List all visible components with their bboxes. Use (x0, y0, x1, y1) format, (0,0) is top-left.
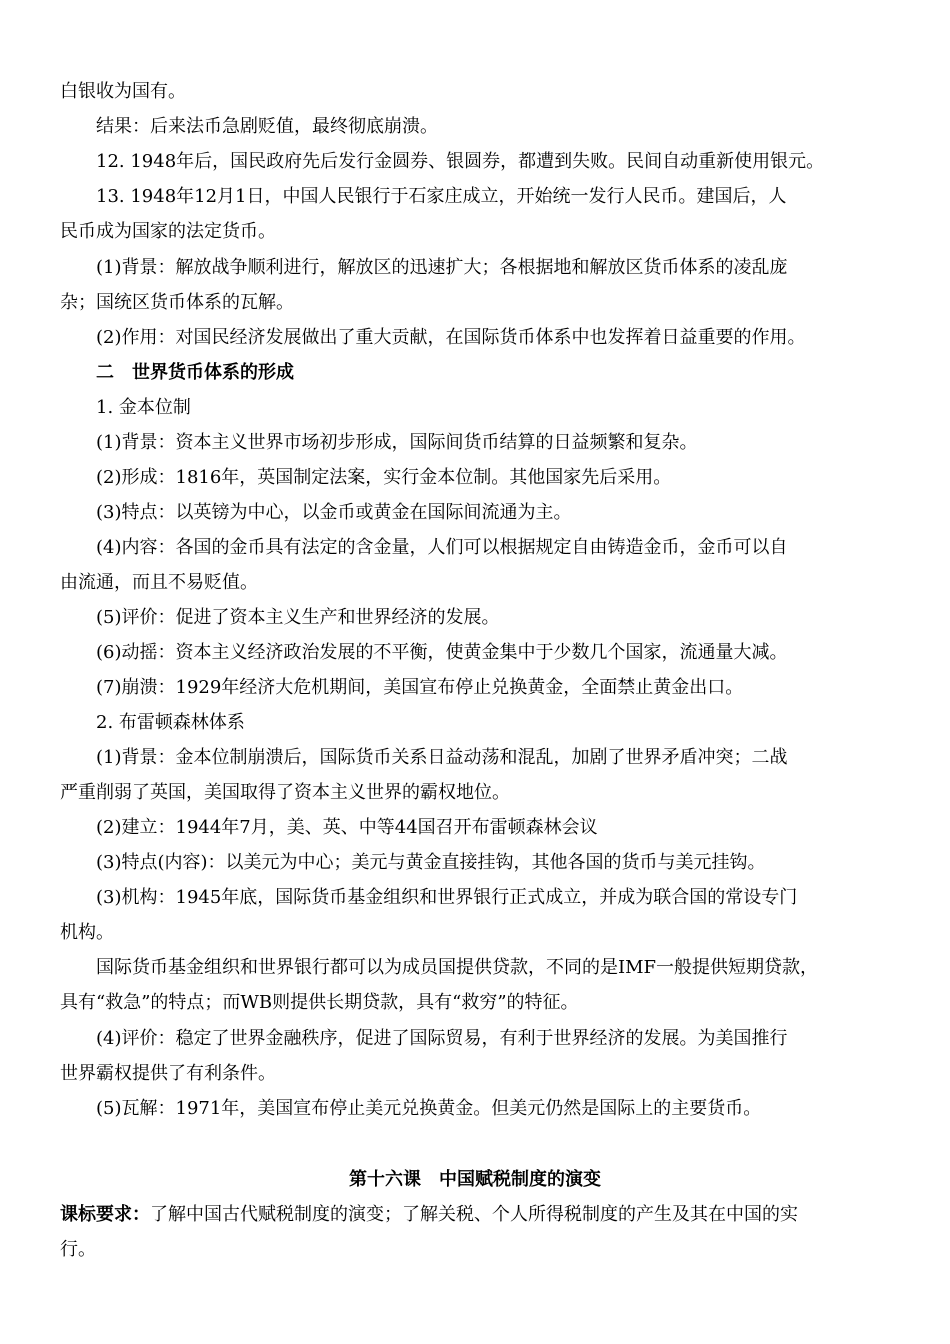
text-line: (2)作用：对国民经济发展做出了重大贡献，在国际货币体系中也发挥着日益重要的作用。 (96, 327, 806, 348)
text-line: 具有“救急”的特点；而WB则提供长期贷款，具有“救穷”的特征。 (60, 992, 579, 1013)
text-line: 白银收为国有。 (60, 81, 186, 102)
text-line: 结果：后来法币急剧贬值，最终彻底崩溃。 (96, 116, 438, 137)
text-line: 杂；国统区货币体系的瓦解。 (60, 292, 294, 313)
text-line: (6)动摇：资本主义经济政治发展的不平衡，使黄金集中于少数几个国家，流通量大减。 (96, 642, 788, 663)
text-line: (4)内容：各国的金币具有法定的含金量，人们可以根据规定自由铸造金币，金币可以自 (96, 537, 788, 558)
text-line: (3)特点：以英镑为中心，以金币或黄金在国际间流通为主。 (96, 502, 572, 523)
subsection-heading: 1. 金本位制 (96, 397, 191, 418)
text-line: 12. 1948年后，国民政府先后发行金圆券、银圆券，都遭到失败。民间自动重新使用银元。 (96, 151, 825, 172)
requirement-text: 了解中国古代赋税制度的演变；了解关税、个人所得税制度的产生及其在中国的实 (150, 1204, 798, 1225)
text-line: (1)背景：金本位制崩溃后，国际货币关系日益动荡和混乱，加剧了世界矛盾冲突；二战 (96, 747, 788, 768)
text-line: (1)背景：资本主义世界市场初步形成，国际间货币结算的日益频繁和复杂。 (96, 432, 698, 453)
text-line: (1)背景：解放战争顺利进行，解放区的迅速扩大；各根据地和解放区货币体系的凌乱庞 (96, 257, 788, 278)
requirement-line (60, 1203, 798, 1227)
text-line: 严重削弱了英国，美国取得了资本主义世界的霸权地位。 (60, 782, 510, 803)
text-line: (2)形成：1816年，英国制定法案，实行金本位制。其他国家先后采用。 (96, 467, 672, 488)
text-line: 世界霸权提供了有利条件。 (60, 1063, 276, 1084)
text-line: (5)评价：促进了资本主义生产和世界经济的发展。 (96, 607, 500, 628)
subsection-heading: 2. 布雷顿森林体系 (96, 712, 245, 733)
text-line: 机构。 (60, 922, 114, 943)
text-line: (3)机构：1945年底，国际货币基金组织和世界银行正式成立，并成为联合国的常设专门 (96, 887, 798, 908)
requirement-label: 课标要求： (60, 1204, 150, 1225)
text-line: 民币成为国家的法定货币。 (60, 221, 276, 242)
text-line: 国际货币基金组织和世界银行都可以为成员国提供贷款，不同的是IMF一般提供短期贷款， (96, 957, 819, 978)
text-line: (2)建立：1944年7月，美、英、中等44国召开布雷顿森林会议 (96, 817, 598, 838)
section-heading: 二 世界货币体系的形成 (96, 362, 294, 383)
text-line: (5)瓦解：1971年，美国宣布停止美元兑换黄金。但美元仍然是国际上的主要货币。 (96, 1098, 762, 1119)
text-line: (4)评价：稳定了世界金融秩序，促进了国际贸易，有利于世界经济的发展。为美国推行 (96, 1028, 788, 1049)
text-line: 由流通，而且不易贬值。 (60, 572, 258, 593)
text-line: 13. 1948年12月1日，中国人民银行于石家庄成立，开始统一发行人民币。建国后，人 (96, 186, 787, 207)
text-line: (3)特点(内容)：以美元为中心；美元与黄金直接挂钩，其他各国的货币与美元挂钩。 (96, 852, 766, 873)
text-line: (7)崩溃：1929年经济大危机期间，美国宣布停止兑换黄金，全面禁止黄金出口。 (96, 677, 744, 698)
lesson-title: 第十六课 中国赋税制度的演变 (349, 1169, 601, 1190)
requirement-text-continued: 行。 (60, 1239, 96, 1260)
